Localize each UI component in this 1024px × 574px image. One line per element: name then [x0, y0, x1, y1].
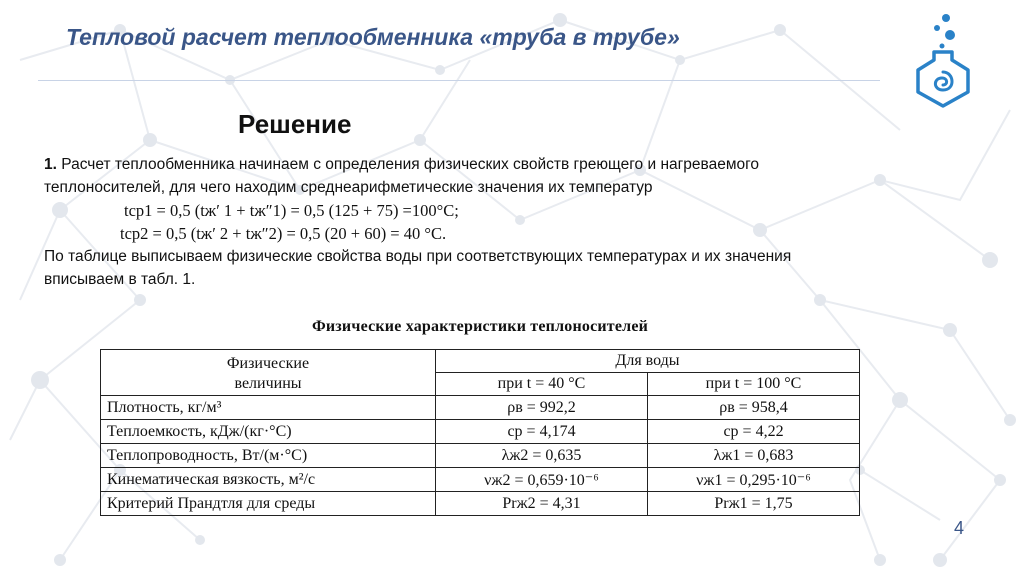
table-row	[101, 396, 860, 420]
row-value-100: λж1 = 0,683	[648, 444, 860, 468]
row-value-100: νж1 = 0,295·10⁻⁶	[648, 468, 860, 492]
row-name: Критерий Прандтля для среды	[101, 492, 436, 516]
table-row	[101, 444, 860, 468]
paragraph-line-3: По таблице выписываем физические свойства воды при соответствующих температурах и их значения	[44, 248, 792, 265]
table-header-row	[101, 350, 860, 373]
table-caption: Физические характеристики теплоносителей	[311, 318, 649, 335]
page-number: 4	[954, 518, 965, 538]
header-physical-quantities	[101, 350, 436, 396]
table-row	[101, 492, 860, 516]
row-value-40: λж2 = 0,635	[436, 444, 648, 468]
formula-mean-temp-1: tср1 = 0,5 (tж′ 1 + tж″1) = 0,5 (125 + 75) =100°С;	[124, 201, 459, 220]
step-text: Расчет теплообменника начинаем с определения физических свойств греющего и нагреваемого	[56, 156, 760, 173]
table-row	[101, 420, 860, 444]
paragraph-line-1	[44, 153, 984, 176]
flask-molecule-icon	[912, 10, 974, 110]
paragraph-line-2: теплоносителей, для чего находим среднеарифметические значения их температур	[44, 179, 653, 196]
header-name-line-2: величины	[234, 374, 302, 392]
step-number: 1.	[44, 156, 57, 173]
table-row	[101, 468, 860, 492]
row-value-100: ρв = 958,4	[648, 396, 860, 420]
row-value-100: cр = 4,22	[648, 420, 860, 444]
solution-text	[44, 153, 984, 291]
row-value-40: Prж2 = 4,31	[436, 492, 648, 516]
formula-mean-temp-2: tср2 = 0,5 (tж′ 2 + tж″2) = 0,5 (20 + 60) = 40 °С.	[120, 224, 447, 243]
paragraph-line-4: вписываем в табл. 1.	[44, 271, 196, 288]
section-heading: Решение	[238, 109, 352, 139]
title-divider	[38, 80, 880, 81]
header-for-water: Для воды	[436, 350, 860, 373]
header-name-line-1: Физические	[226, 354, 310, 372]
row-name: Кинематическая вязкость, м²/с	[101, 468, 436, 492]
properties-table	[100, 349, 860, 516]
row-name: Теплоемкость, кДж/(кг·°С)	[101, 420, 436, 444]
row-value-40: cр = 4,174	[436, 420, 648, 444]
slide-title: Тепловой расчет теплообменника «труба в трубе»	[66, 24, 680, 50]
row-name: Теплопроводность, Вт/(м·°С)	[101, 444, 436, 468]
row-name: Плотность, кг/м³	[101, 396, 436, 420]
row-value-40: νж2 = 0,659·10⁻⁶	[436, 468, 648, 492]
row-value-100: Prж1 = 1,75	[648, 492, 860, 516]
row-value-40: ρв = 992,2	[436, 396, 648, 420]
header-t-40: при t = 40 °С	[436, 373, 648, 396]
header-t-100: при t = 100 °С	[648, 373, 860, 396]
